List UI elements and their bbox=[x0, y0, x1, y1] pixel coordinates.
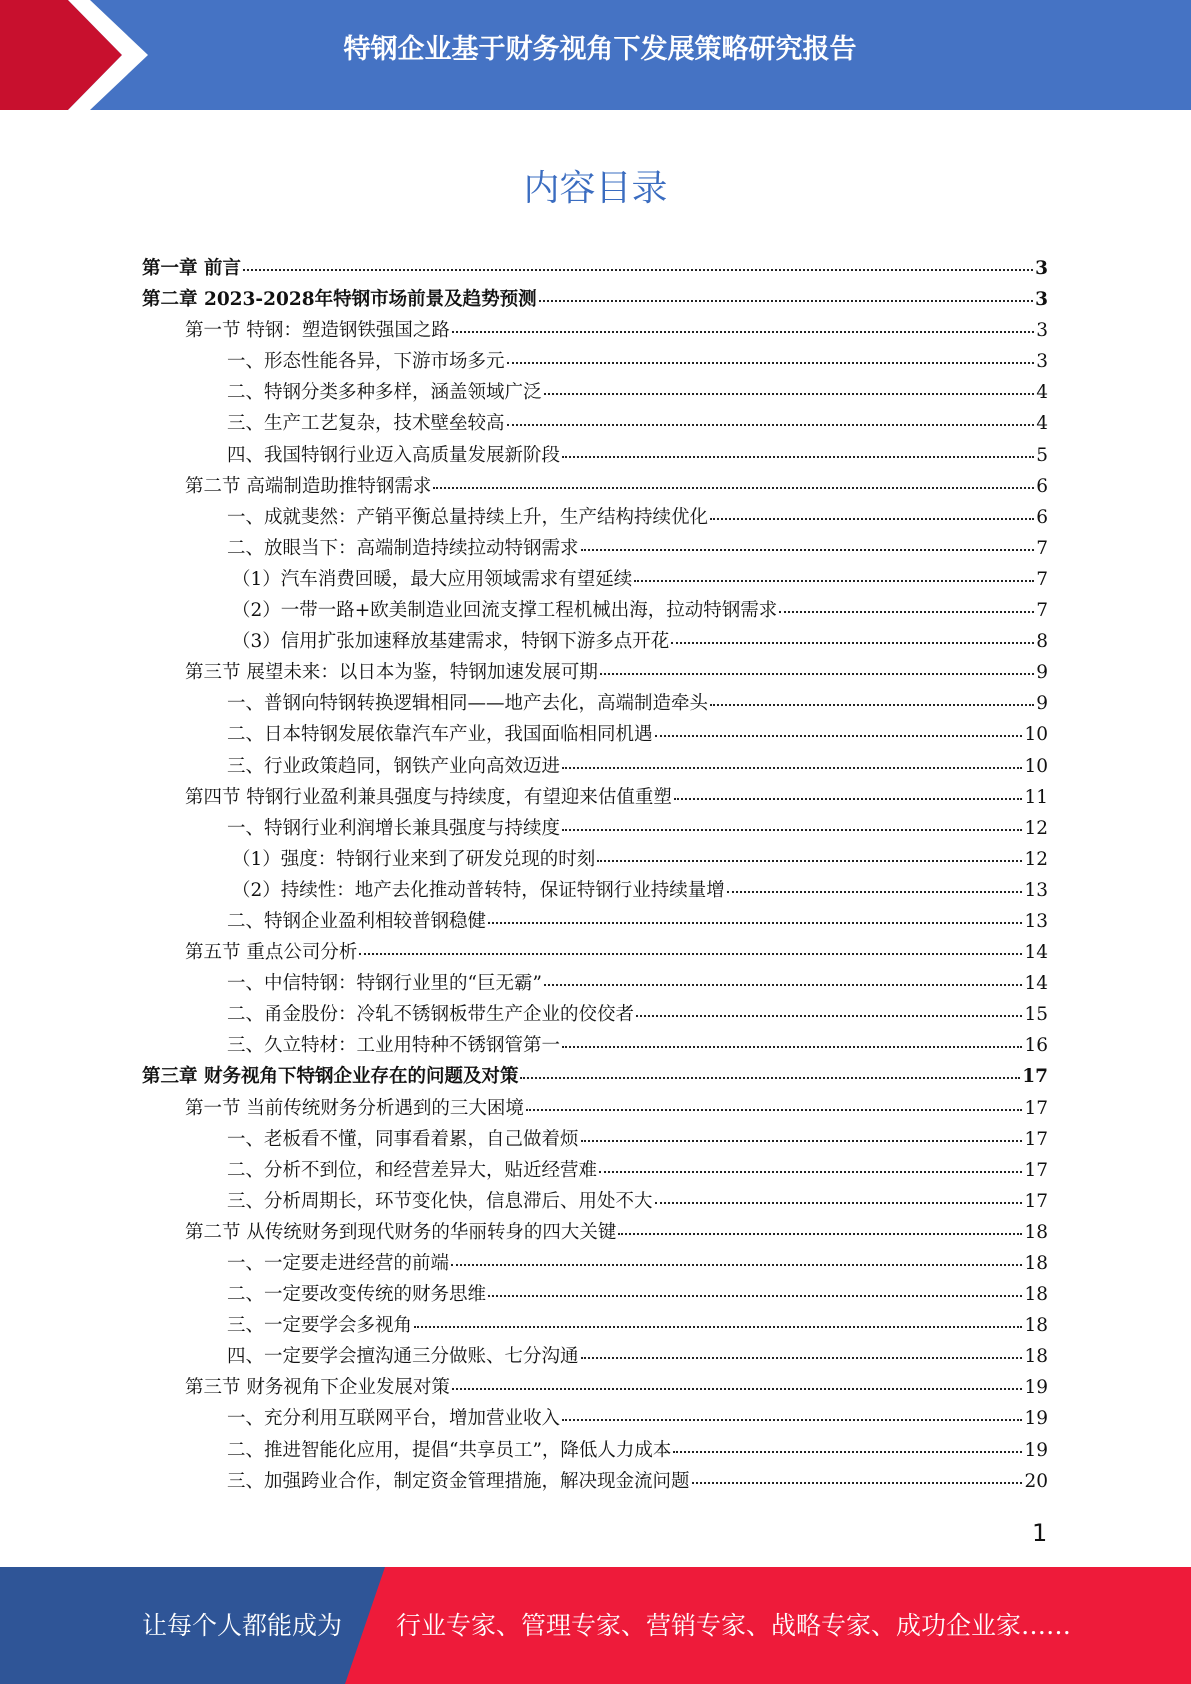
toc-entry-title: 第二节 高端制造助推特钢需求 bbox=[185, 475, 432, 497]
toc-entry-page: 14 bbox=[1024, 973, 1048, 995]
toc-entry-page: 17 bbox=[1024, 1190, 1048, 1212]
toc-dot-leader bbox=[710, 704, 1034, 706]
toc-entry-page: 7 bbox=[1036, 568, 1048, 590]
toc-entry-page: 4 bbox=[1036, 413, 1048, 435]
toc-entry[interactable] bbox=[142, 254, 1048, 285]
toc-dot-leader bbox=[488, 1295, 1022, 1297]
toc-entry-page: 19 bbox=[1024, 1377, 1048, 1399]
toc-entry[interactable] bbox=[142, 1187, 1048, 1218]
toc-entry-page: 3 bbox=[1035, 289, 1048, 311]
toc-entry-title: 四、我国特钢行业迈入高质量发展新阶段 bbox=[227, 444, 561, 466]
toc-entry-page: 9 bbox=[1036, 662, 1048, 684]
toc-entry-title: 二、一定要改变传统的财务思维 bbox=[227, 1284, 487, 1306]
toc-entry[interactable] bbox=[142, 969, 1048, 1000]
toc-entry-title: 二、推进智能化应用，提倡“共享员工”，降低人力成本 bbox=[227, 1439, 672, 1461]
toc-entry-page: 19 bbox=[1024, 1439, 1048, 1461]
toc-dot-leader bbox=[562, 1046, 1022, 1048]
toc-entry-title: 三、生产工艺复杂，技术壁垒较高 bbox=[227, 413, 505, 435]
toc-entry-title: （2）持续性：地产去化推动普转特，保证特钢行业持续量增 bbox=[232, 879, 725, 901]
toc-entry-page: 10 bbox=[1024, 755, 1048, 777]
toc-entry-title: 一、中信特钢：特钢行业里的“巨无霸” bbox=[227, 973, 542, 995]
toc-entry[interactable] bbox=[142, 378, 1048, 409]
toc-entry-title: 一、特钢行业利润增长兼具强度与持续度 bbox=[227, 817, 561, 839]
toc-entry[interactable] bbox=[142, 596, 1048, 627]
toc-entry-title: 第五节 重点公司分析 bbox=[185, 942, 358, 964]
toc-dot-leader bbox=[727, 891, 1023, 893]
toc-entry-title: 一、形态性能各异，下游市场多元 bbox=[227, 351, 505, 373]
toc-entry-page: 18 bbox=[1024, 1221, 1048, 1243]
toc-entry-page: 9 bbox=[1036, 693, 1048, 715]
toc-entry-page: 16 bbox=[1024, 1035, 1048, 1057]
toc-dot-leader bbox=[562, 767, 1022, 769]
toc-dot-leader bbox=[597, 860, 1022, 862]
toc-entry-page: 18 bbox=[1024, 1253, 1048, 1274]
toc-entry-title: 第三章 财务视角下特钢企业存在的问题及对策 bbox=[142, 1066, 519, 1088]
toc-heading: 内容目录 bbox=[523, 168, 668, 209]
toc-entry[interactable] bbox=[142, 845, 1048, 876]
toc-entry-title: 二、日本特钢发展依靠汽车产业，我国面临相同机遇 bbox=[227, 724, 653, 746]
toc-dot-leader bbox=[414, 1326, 1022, 1328]
toc-entry-title: 二、分析不到位，和经营差异大，贴近经营难 bbox=[227, 1159, 598, 1181]
header-arrow-decoration bbox=[0, 0, 160, 110]
toc-dot-leader bbox=[562, 829, 1022, 831]
toc-entry[interactable] bbox=[142, 1125, 1048, 1156]
toc-entry-page: 12 bbox=[1024, 848, 1048, 870]
toc-entry[interactable] bbox=[142, 627, 1048, 658]
header-band bbox=[0, 0, 1191, 110]
toc-dot-leader bbox=[671, 642, 1034, 644]
toc-dot-leader bbox=[433, 487, 1034, 489]
report-title: 特钢企业基于财务视角下发展策略研究报告 bbox=[343, 34, 857, 65]
toc-entry[interactable] bbox=[142, 783, 1048, 814]
toc-entry-title: 二、放眼当下：高端制造持续拉动特钢需求 bbox=[227, 537, 579, 559]
toc-entry[interactable] bbox=[142, 472, 1048, 503]
toc-entry[interactable] bbox=[142, 876, 1048, 907]
toc-entry-page: 17 bbox=[1024, 1097, 1048, 1119]
toc-entry-page: 7 bbox=[1036, 600, 1048, 622]
toc-entry[interactable] bbox=[142, 1218, 1048, 1249]
toc-entry-title: 第二节 从传统财务到现代财务的华丽转身的四大关键 bbox=[185, 1221, 617, 1243]
toc-entry-title: （2）一带一路+欧美制造业回流支撑工程机械出海，拉动特钢需求 bbox=[232, 600, 778, 622]
toc-entry-page: 15 bbox=[1024, 1004, 1048, 1026]
toc-entry-page: 17 bbox=[1022, 1066, 1048, 1088]
toc-entry-page: 13 bbox=[1024, 910, 1048, 932]
toc-entry[interactable] bbox=[142, 316, 1048, 347]
toc-entry[interactable] bbox=[142, 720, 1048, 751]
toc-dot-leader bbox=[674, 798, 1023, 800]
toc-dot-leader bbox=[544, 393, 1035, 395]
toc-entry-page: 13 bbox=[1024, 879, 1048, 901]
toc-entry[interactable] bbox=[142, 907, 1048, 938]
toc-entry[interactable] bbox=[142, 1031, 1048, 1062]
toc-entry[interactable] bbox=[142, 1094, 1048, 1125]
toc-dot-leader bbox=[359, 953, 1022, 955]
toc-dot-leader bbox=[243, 269, 1033, 271]
toc-entry-page: 18 bbox=[1024, 1284, 1048, 1306]
table-of-contents bbox=[142, 254, 1048, 1498]
toc-dot-leader bbox=[634, 580, 1034, 582]
toc-entry[interactable] bbox=[142, 1280, 1048, 1311]
toc-entry[interactable] bbox=[142, 1436, 1048, 1467]
toc-entry[interactable] bbox=[142, 347, 1048, 378]
toc-dot-leader bbox=[655, 735, 1023, 737]
toc-entry-title: 一、成就斐然：产销平衡总量持续上升，生产结构持续优化 bbox=[227, 506, 709, 528]
toc-dot-leader bbox=[452, 1388, 1023, 1390]
toc-entry-title: 第一节 特钢：塑造钢铁强国之路 bbox=[185, 320, 450, 342]
toc-dot-leader bbox=[562, 1419, 1022, 1421]
toc-entry-page: 4 bbox=[1036, 382, 1048, 404]
toc-entry-page: 12 bbox=[1024, 817, 1048, 839]
toc-entry-page: 18 bbox=[1024, 1315, 1048, 1337]
toc-dot-leader bbox=[452, 331, 1034, 333]
toc-entry-page: 8 bbox=[1036, 631, 1048, 653]
toc-entry[interactable] bbox=[142, 1156, 1048, 1187]
toc-dot-leader bbox=[520, 1077, 1020, 1079]
toc-entry[interactable] bbox=[142, 658, 1048, 689]
toc-dot-leader bbox=[581, 1140, 1023, 1142]
toc-entry-title: （1）强度：特钢行业来到了研发兑现的时刻 bbox=[232, 848, 596, 870]
toc-entry[interactable] bbox=[142, 752, 1048, 783]
toc-entry-page: 5 bbox=[1036, 444, 1048, 466]
toc-entry-title: 第三节 财务视角下企业发展对策 bbox=[185, 1377, 450, 1399]
toc-entry[interactable] bbox=[142, 1467, 1048, 1498]
toc-entry[interactable] bbox=[142, 565, 1048, 596]
footer-slogan-right: 行业专家、管理专家、营销专家、战略专家、成功企业家…… bbox=[396, 1611, 1072, 1640]
toc-entry[interactable] bbox=[142, 534, 1048, 565]
toc-entry[interactable] bbox=[142, 503, 1048, 534]
toc-entry[interactable] bbox=[142, 285, 1048, 316]
toc-entry-title: 第二章 2023-2028年特钢市场前景及趋势预测 bbox=[142, 289, 537, 311]
toc-entry-title: 一、普钢向特钢转换逻辑相同——地产去化，高端制造牵头 bbox=[227, 693, 709, 715]
toc-entry-page: 17 bbox=[1024, 1159, 1048, 1181]
toc-entry[interactable] bbox=[142, 1249, 1048, 1280]
toc-entry-title: 第一节 当前传统财务分析遇到的三大困境 bbox=[185, 1097, 524, 1119]
toc-entry[interactable] bbox=[142, 689, 1048, 720]
toc-dot-leader bbox=[692, 1482, 1023, 1484]
toc-entry-title: 一、充分利用互联网平台，增加营业收入 bbox=[227, 1408, 561, 1430]
toc-entry-page: 7 bbox=[1036, 537, 1048, 559]
toc-dot-leader bbox=[581, 1357, 1023, 1359]
toc-entry[interactable] bbox=[142, 1062, 1048, 1093]
toc-entry[interactable] bbox=[142, 1311, 1048, 1342]
toc-entry-title: 三、加强跨业合作，制定资金管理措施，解决现金流问题 bbox=[227, 1470, 690, 1492]
toc-dot-leader bbox=[618, 1233, 1022, 1235]
toc-entry[interactable] bbox=[142, 1404, 1048, 1435]
toc-entry-title: 第三节 展望未来：以日本为鉴，特钢加速发展可期 bbox=[185, 662, 598, 684]
toc-dot-leader bbox=[507, 362, 1035, 364]
toc-entry-title: 二、特钢企业盈利相较普钢稳健 bbox=[227, 910, 487, 932]
toc-entry[interactable] bbox=[142, 1000, 1048, 1031]
toc-entry-title: 四、一定要学会擅沟通三分做账、七分沟通 bbox=[227, 1346, 579, 1368]
toc-entry[interactable] bbox=[142, 409, 1048, 440]
toc-entry-page: 3 bbox=[1036, 351, 1048, 373]
toc-entry-title: 三、分析周期长，环节变化快，信息滞后、用处不大 bbox=[227, 1190, 653, 1212]
toc-entry-title: 三、一定要学会多视角 bbox=[227, 1315, 413, 1337]
toc-entry-page: 18 bbox=[1024, 1346, 1048, 1368]
toc-entry-title: 一、老板看不懂，同事看着累，自己做着烦 bbox=[227, 1128, 579, 1150]
toc-dot-leader bbox=[581, 549, 1035, 551]
toc-entry[interactable] bbox=[142, 938, 1048, 969]
toc-entry-title: 三、行业政策趋同，钢铁产业向高效迈进 bbox=[227, 755, 561, 777]
toc-entry-title: 一、一定要走进经营的前端 bbox=[227, 1253, 450, 1274]
toc-entry-page: 6 bbox=[1036, 475, 1048, 497]
toc-entry-title: （3）信用扩张加速释放基建需求，特钢下游多点开花 bbox=[232, 631, 670, 653]
toc-dot-leader bbox=[655, 1202, 1023, 1204]
page-number: 1 bbox=[1032, 1519, 1048, 1547]
footer-slogan-left: 让每个人都能成为 bbox=[142, 1611, 343, 1640]
toc-dot-leader bbox=[539, 300, 1034, 302]
toc-dot-leader bbox=[600, 673, 1034, 675]
toc-entry-title: 二、特钢分类多种多样，涵盖领域广泛 bbox=[227, 382, 542, 404]
toc-dot-leader bbox=[673, 1451, 1022, 1453]
toc-entry-title: 第四节 特钢行业盈利兼具强度与持续度，有望迎来估值重塑 bbox=[185, 786, 672, 808]
toc-entry[interactable] bbox=[142, 814, 1048, 845]
toc-entry-page: 20 bbox=[1024, 1470, 1048, 1492]
toc-entry-title: 二、甬金股份：冷轧不锈钢板带生产企业的佼佼者 bbox=[227, 1004, 635, 1026]
toc-entry-title: （1）汽车消费回暖，最大应用领域需求有望延续 bbox=[232, 568, 633, 590]
toc-entry[interactable] bbox=[142, 441, 1048, 472]
toc-entry-title: 三、久立特材：工业用特种不锈钢管第一 bbox=[227, 1035, 561, 1057]
toc-entry-page: 14 bbox=[1024, 942, 1048, 964]
toc-dot-leader bbox=[636, 1015, 1022, 1017]
toc-dot-leader bbox=[507, 424, 1035, 426]
toc-dot-leader bbox=[599, 1171, 1022, 1173]
toc-entry-page: 10 bbox=[1024, 724, 1048, 746]
toc-entry[interactable] bbox=[142, 1342, 1048, 1373]
toc-entry-page: 3 bbox=[1036, 320, 1048, 342]
toc-entry-title: 第一章 前言 bbox=[142, 258, 241, 279]
toc-dot-leader bbox=[710, 518, 1034, 520]
toc-entry-page: 11 bbox=[1024, 786, 1048, 808]
toc-dot-leader bbox=[488, 922, 1022, 924]
toc-dot-leader bbox=[451, 1264, 1022, 1266]
toc-entry-page: 3 bbox=[1035, 258, 1048, 279]
footer-band bbox=[0, 1567, 1191, 1684]
toc-entry-page: 6 bbox=[1036, 506, 1048, 528]
toc-dot-leader bbox=[526, 1109, 1023, 1111]
toc-dot-leader bbox=[562, 456, 1034, 458]
toc-entry-page: 17 bbox=[1024, 1128, 1048, 1150]
toc-entry-page: 19 bbox=[1024, 1408, 1048, 1430]
toc-entry[interactable] bbox=[142, 1373, 1048, 1404]
toc-dot-leader bbox=[779, 611, 1034, 613]
toc-dot-leader bbox=[544, 984, 1023, 986]
